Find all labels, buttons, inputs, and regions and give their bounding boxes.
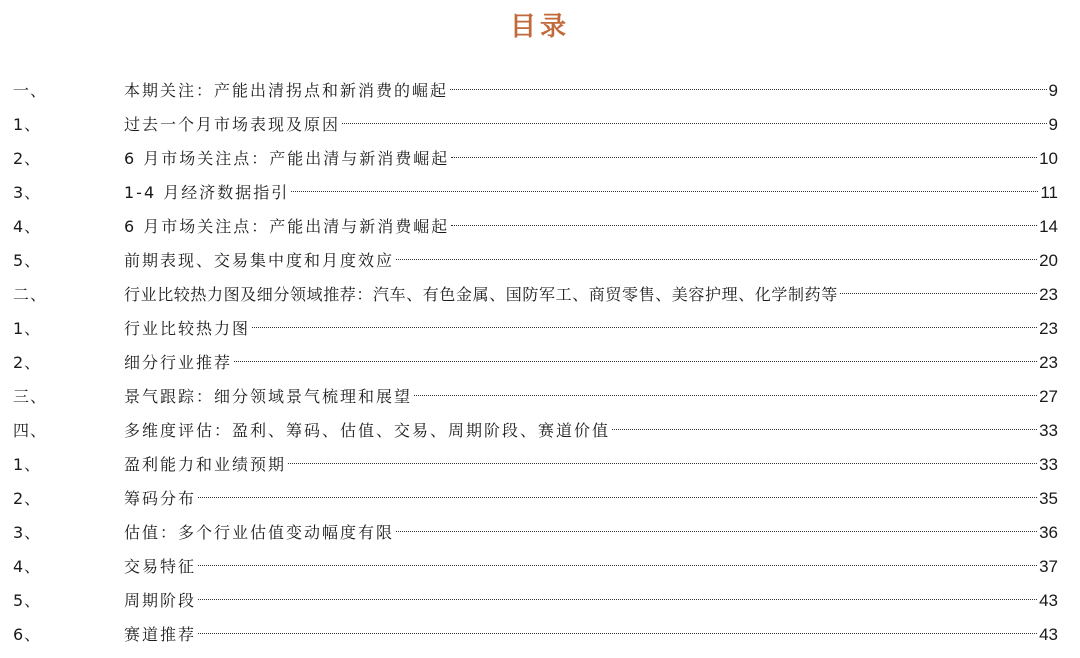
dot-leader: [198, 497, 1037, 498]
toc-entry[interactable]: [13, 176, 1058, 210]
toc-entry-title[interactable]: 行业比较热力图: [124, 319, 251, 338]
toc-entry-page[interactable]: 33: [1039, 421, 1058, 440]
toc-entry-number: 一、: [13, 81, 48, 100]
toc-entry-title[interactable]: 1-4 月经济数据指引: [124, 183, 290, 202]
toc-entry[interactable]: [13, 142, 1058, 176]
toc-entry-number: 四、: [13, 421, 48, 440]
toc-entry-title[interactable]: 盈利能力和业绩预期: [124, 455, 287, 474]
dot-leader: [252, 327, 1037, 328]
toc-entry-page[interactable]: 37: [1039, 557, 1058, 576]
toc-entry[interactable]: [13, 210, 1058, 244]
toc-entry-title[interactable]: 估值：多个行业估值变动幅度有限: [124, 523, 395, 542]
toc-entry-number: 3、: [13, 523, 42, 542]
toc-entry[interactable]: [13, 74, 1058, 108]
toc-entry[interactable]: [13, 414, 1058, 448]
toc-entry-title[interactable]: 6 月市场关注点：产能出清与新消费崛起: [124, 149, 450, 168]
toc-entry[interactable]: [13, 108, 1058, 142]
toc-entry-number: 1、: [13, 455, 42, 474]
toc-entry-number: 2、: [13, 353, 42, 372]
toc-entry[interactable]: [13, 550, 1058, 584]
toc-entry-page[interactable]: 35: [1039, 489, 1058, 508]
toc-entry-page[interactable]: 43: [1039, 591, 1058, 610]
toc-entry[interactable]: [13, 516, 1058, 550]
toc-entry-page[interactable]: 9: [1048, 81, 1058, 100]
toc-entry-page[interactable]: 23: [1039, 353, 1058, 372]
toc-entry-title[interactable]: 交易特征: [124, 557, 197, 576]
toc-entry-title[interactable]: 筹码分布: [124, 489, 197, 508]
toc-entry[interactable]: [13, 618, 1058, 652]
toc-entry-page[interactable]: 23: [1039, 319, 1058, 338]
toc-entry-page[interactable]: 36: [1039, 523, 1058, 542]
dot-leader: [450, 89, 1047, 90]
dot-leader: [198, 565, 1037, 566]
toc-entry-page[interactable]: 20: [1039, 251, 1058, 270]
toc-entry[interactable]: [13, 448, 1058, 482]
toc-entry[interactable]: [13, 380, 1058, 414]
dot-leader: [414, 395, 1037, 396]
toc-entry-number: 4、: [13, 557, 42, 576]
toc-entry-title[interactable]: 前期表现、交易集中度和月度效应: [124, 251, 395, 270]
toc-entry-page[interactable]: 43: [1039, 625, 1058, 644]
toc-entry-title[interactable]: 6 月市场关注点：产能出清与新消费崛起: [124, 217, 450, 236]
toc-entry-page[interactable]: 27: [1039, 387, 1058, 406]
dot-leader: [198, 633, 1037, 634]
toc-entry[interactable]: [13, 278, 1058, 312]
toc-list: [13, 74, 1058, 652]
toc-entry-number: 5、: [13, 591, 42, 610]
toc-entry-number: 1、: [13, 319, 42, 338]
toc-entry[interactable]: [13, 482, 1058, 516]
dot-leader: [342, 123, 1047, 124]
toc-entry-page[interactable]: 23: [1039, 285, 1058, 304]
toc-entry-page[interactable]: 33: [1039, 455, 1058, 474]
toc-entry[interactable]: [13, 584, 1058, 618]
dot-leader: [840, 293, 1037, 294]
dot-leader: [234, 361, 1037, 362]
dot-leader: [396, 259, 1037, 260]
toc-entry-title[interactable]: 景气跟踪：细分领域景气梳理和展望: [124, 387, 413, 406]
toc-entry-title[interactable]: 赛道推荐: [124, 625, 197, 644]
toc-entry-number: 三、: [13, 387, 48, 406]
toc-entry-title[interactable]: 多维度评估：盈利、筹码、估值、交易、周期阶段、赛道价值: [124, 421, 611, 440]
toc-entry-page[interactable]: 14: [1039, 217, 1058, 236]
toc-entry-title[interactable]: 过去一个月市场表现及原因: [124, 115, 341, 134]
toc-entry-page[interactable]: 9: [1048, 115, 1058, 134]
dot-leader: [612, 429, 1037, 430]
toc-entry-number: 2、: [13, 149, 42, 168]
dot-leader: [198, 599, 1037, 600]
toc-title: 目录: [509, 12, 570, 42]
toc-entry[interactable]: [13, 312, 1058, 346]
toc-entry[interactable]: [13, 346, 1058, 380]
toc-entry-title[interactable]: 行业比较热力图及细分领域推荐：汽车、有色金属、国防军工、商贸零售、美容护理、化学制药等: [124, 285, 838, 304]
toc-entry-number: 3、: [13, 183, 42, 202]
toc-entry-number: 二、: [13, 285, 48, 304]
toc-entry-number: 4、: [13, 217, 42, 236]
toc-entry-number: 5、: [13, 251, 42, 270]
dot-leader: [291, 191, 1038, 192]
dot-leader: [451, 157, 1037, 158]
dot-leader: [288, 463, 1037, 464]
toc-entry-number: 1、: [13, 115, 42, 134]
dot-leader: [396, 531, 1037, 532]
toc-entry-number: 2、: [13, 489, 42, 508]
toc-entry-page[interactable]: 10: [1039, 149, 1058, 168]
dot-leader: [451, 225, 1037, 226]
toc-entry-title[interactable]: 细分行业推荐: [124, 353, 233, 372]
toc-entry-title[interactable]: 周期阶段: [124, 591, 197, 610]
toc-entry[interactable]: [13, 244, 1058, 278]
toc-entry-title[interactable]: 本期关注：产能出清拐点和新消费的崛起: [124, 81, 449, 100]
toc-entry-page[interactable]: 11: [1040, 183, 1058, 202]
toc-entry-number: 6、: [13, 625, 42, 644]
